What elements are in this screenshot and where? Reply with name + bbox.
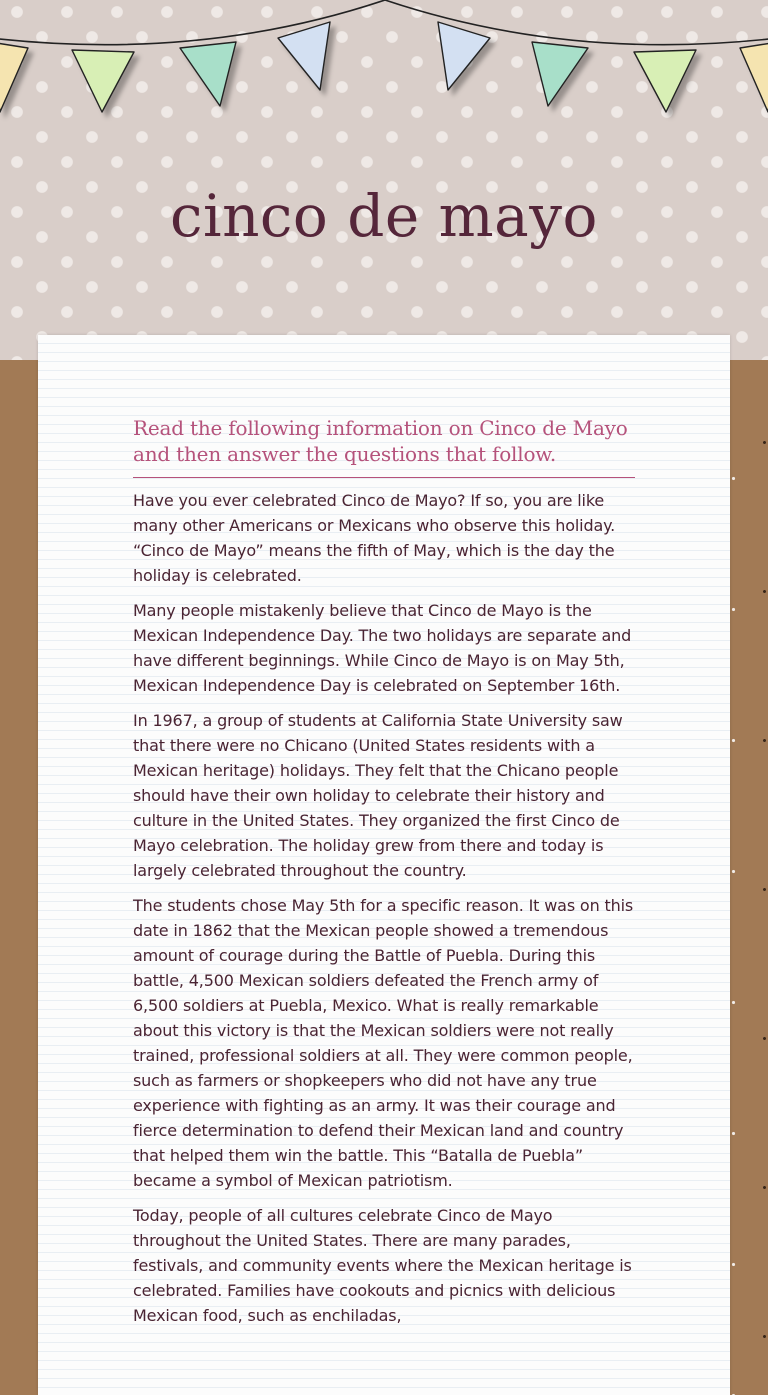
paragraph-battle-of-puebla: The students chose May 5th for a specific reason. It was on this date in 1862 that the Mexican people showed a tremendous amount of courage during the Battle of Puebla. During this battle, 4,500 Mexican soldiers defeated the French army of 6,500 soldiers at Puebla, Mexico. What is really remarkable about this victory is that the Mexican soldiers were not really trained, professional soldiers at all. They were common people, such as farmers or shopkeepers who did not have any true experience with fighting as an army. It was their courage and fierce determination to defend their Mexican land and country that helped them win the battle. This “Batalla de Puebla” became a symbol of Mexican patriotism. [133,896,634,1190]
pennant-flag-blue-left [278,22,330,90]
page-title: cinco de mayo [170,182,598,250]
pennant-flag-blue-right [438,22,490,90]
paragraph-celebrations-today: Today, people of all cultures celebrate Cinco de Mayo throughout the United States. There are many parades, festivals, and community events where the Mexican heritage is celebrated. Families have cookouts and picnics with delicious Mexican food, such as enchiladas, [133,1206,632,1325]
pennant-flag-yellow-right [740,42,768,112]
bunting-decoration [0,0,768,130]
header-banner [0,0,768,360]
pennant-flag-green-right [634,50,696,112]
pennant-flag-yellow-left [0,42,28,112]
instructions-heading: Read the following information on Cinco de Mayo and then answer the questions that follow. [133,415,635,478]
paragraph-history: In 1967, a group of students at California State University saw that there were no Chicano (United States residents with a Mexican heritage) holidays. They felt that the Chicano people should have their own holiday to celebrate their history and culture in the United States. They organized the first Cinco de Mayo celebration. The holiday grew from there and today is largely celebrated throughout the country. [133,711,623,880]
pennant-flag-mint-left [180,42,236,106]
pennant-flag-mint-right [532,42,588,106]
pennant-flag-green-left [72,50,134,112]
paragraph-independence-day: Many people mistakenly believe that Cinco de Mayo is the Mexican Independence Day. The two holidays are separate and have different beginnings. While Cinco de Mayo is on May 5th, Mexican Independence Day is celebrated on September 16th. [133,601,632,695]
paragraph-intro: Have you ever celebrated Cinco de Mayo? If so, you are like many other Americans or Mexicans who observe this holiday. “Cinco de Mayo” means the fifth of May, which is the day the holiday is celebrated. [133,491,616,585]
worksheet-paper [38,335,730,1395]
worksheet-content [133,415,635,1338]
